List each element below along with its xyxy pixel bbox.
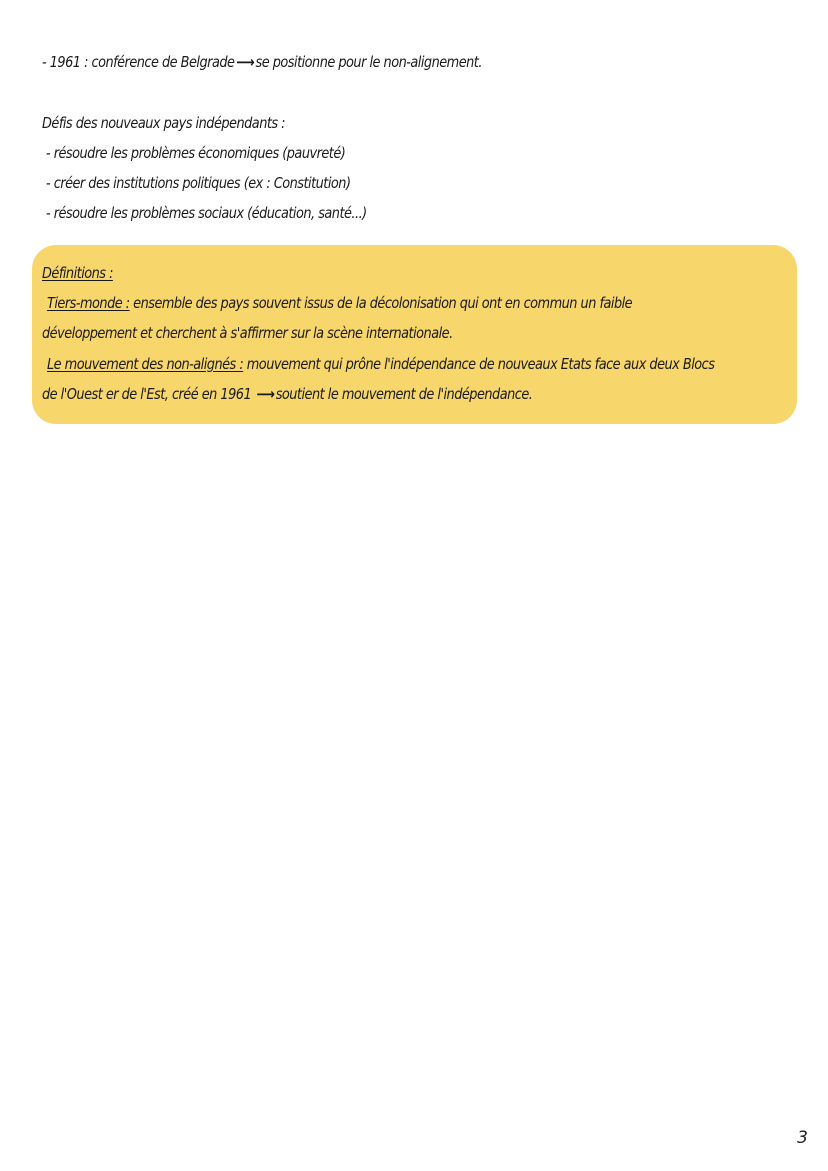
definition-text: ensemble des pays souvent issus de la décolonisation qui ont en commun un faible [133, 294, 633, 312]
challenge-item: - résoudre les problèmes sociaux (éducation, santé...) [46, 204, 367, 222]
page-number: 3 [797, 1128, 808, 1148]
challenges-heading: Défis des nouveaux pays indépendants : [42, 114, 286, 132]
definition-non-alignes-line2 [42, 384, 532, 404]
definition-tiers-monde-line1 [47, 293, 632, 313]
challenge-item: - créer des institutions politiques (ex : Constitution) [46, 174, 351, 192]
definition-non-alignes-line1 [47, 354, 714, 374]
challenge-item: - résoudre les problèmes économiques (pauvreté) [46, 144, 346, 162]
definition-text-suffix: soutient le mouvement de l'indépendance. [275, 385, 533, 403]
definition-text: mouvement qui prône l'indépendance de nouveaux Etats face aux deux Blocs [246, 355, 715, 373]
belgrade-conference-line [42, 52, 482, 72]
definitions-heading: Définitions : [42, 264, 113, 282]
arrow-right-icon: ⟶ [256, 385, 273, 403]
definition-text-prefix: de l'Ouest er de l'Est, créé en 1961 [42, 385, 252, 403]
belgrade-suffix: se positionne pour le non-alignement. [255, 53, 482, 71]
arrow-right-icon: ⟶ [236, 53, 253, 71]
term-tiers-monde: Tiers-monde : [47, 294, 130, 312]
belgrade-prefix: - 1961 : conférence de Belgrade [42, 53, 235, 71]
definition-tiers-monde-line2: développement et cherchent à s'affirmer sur la scène internationale. [42, 324, 453, 342]
term-non-alignes: Le mouvement des non-alignés : [47, 355, 244, 373]
